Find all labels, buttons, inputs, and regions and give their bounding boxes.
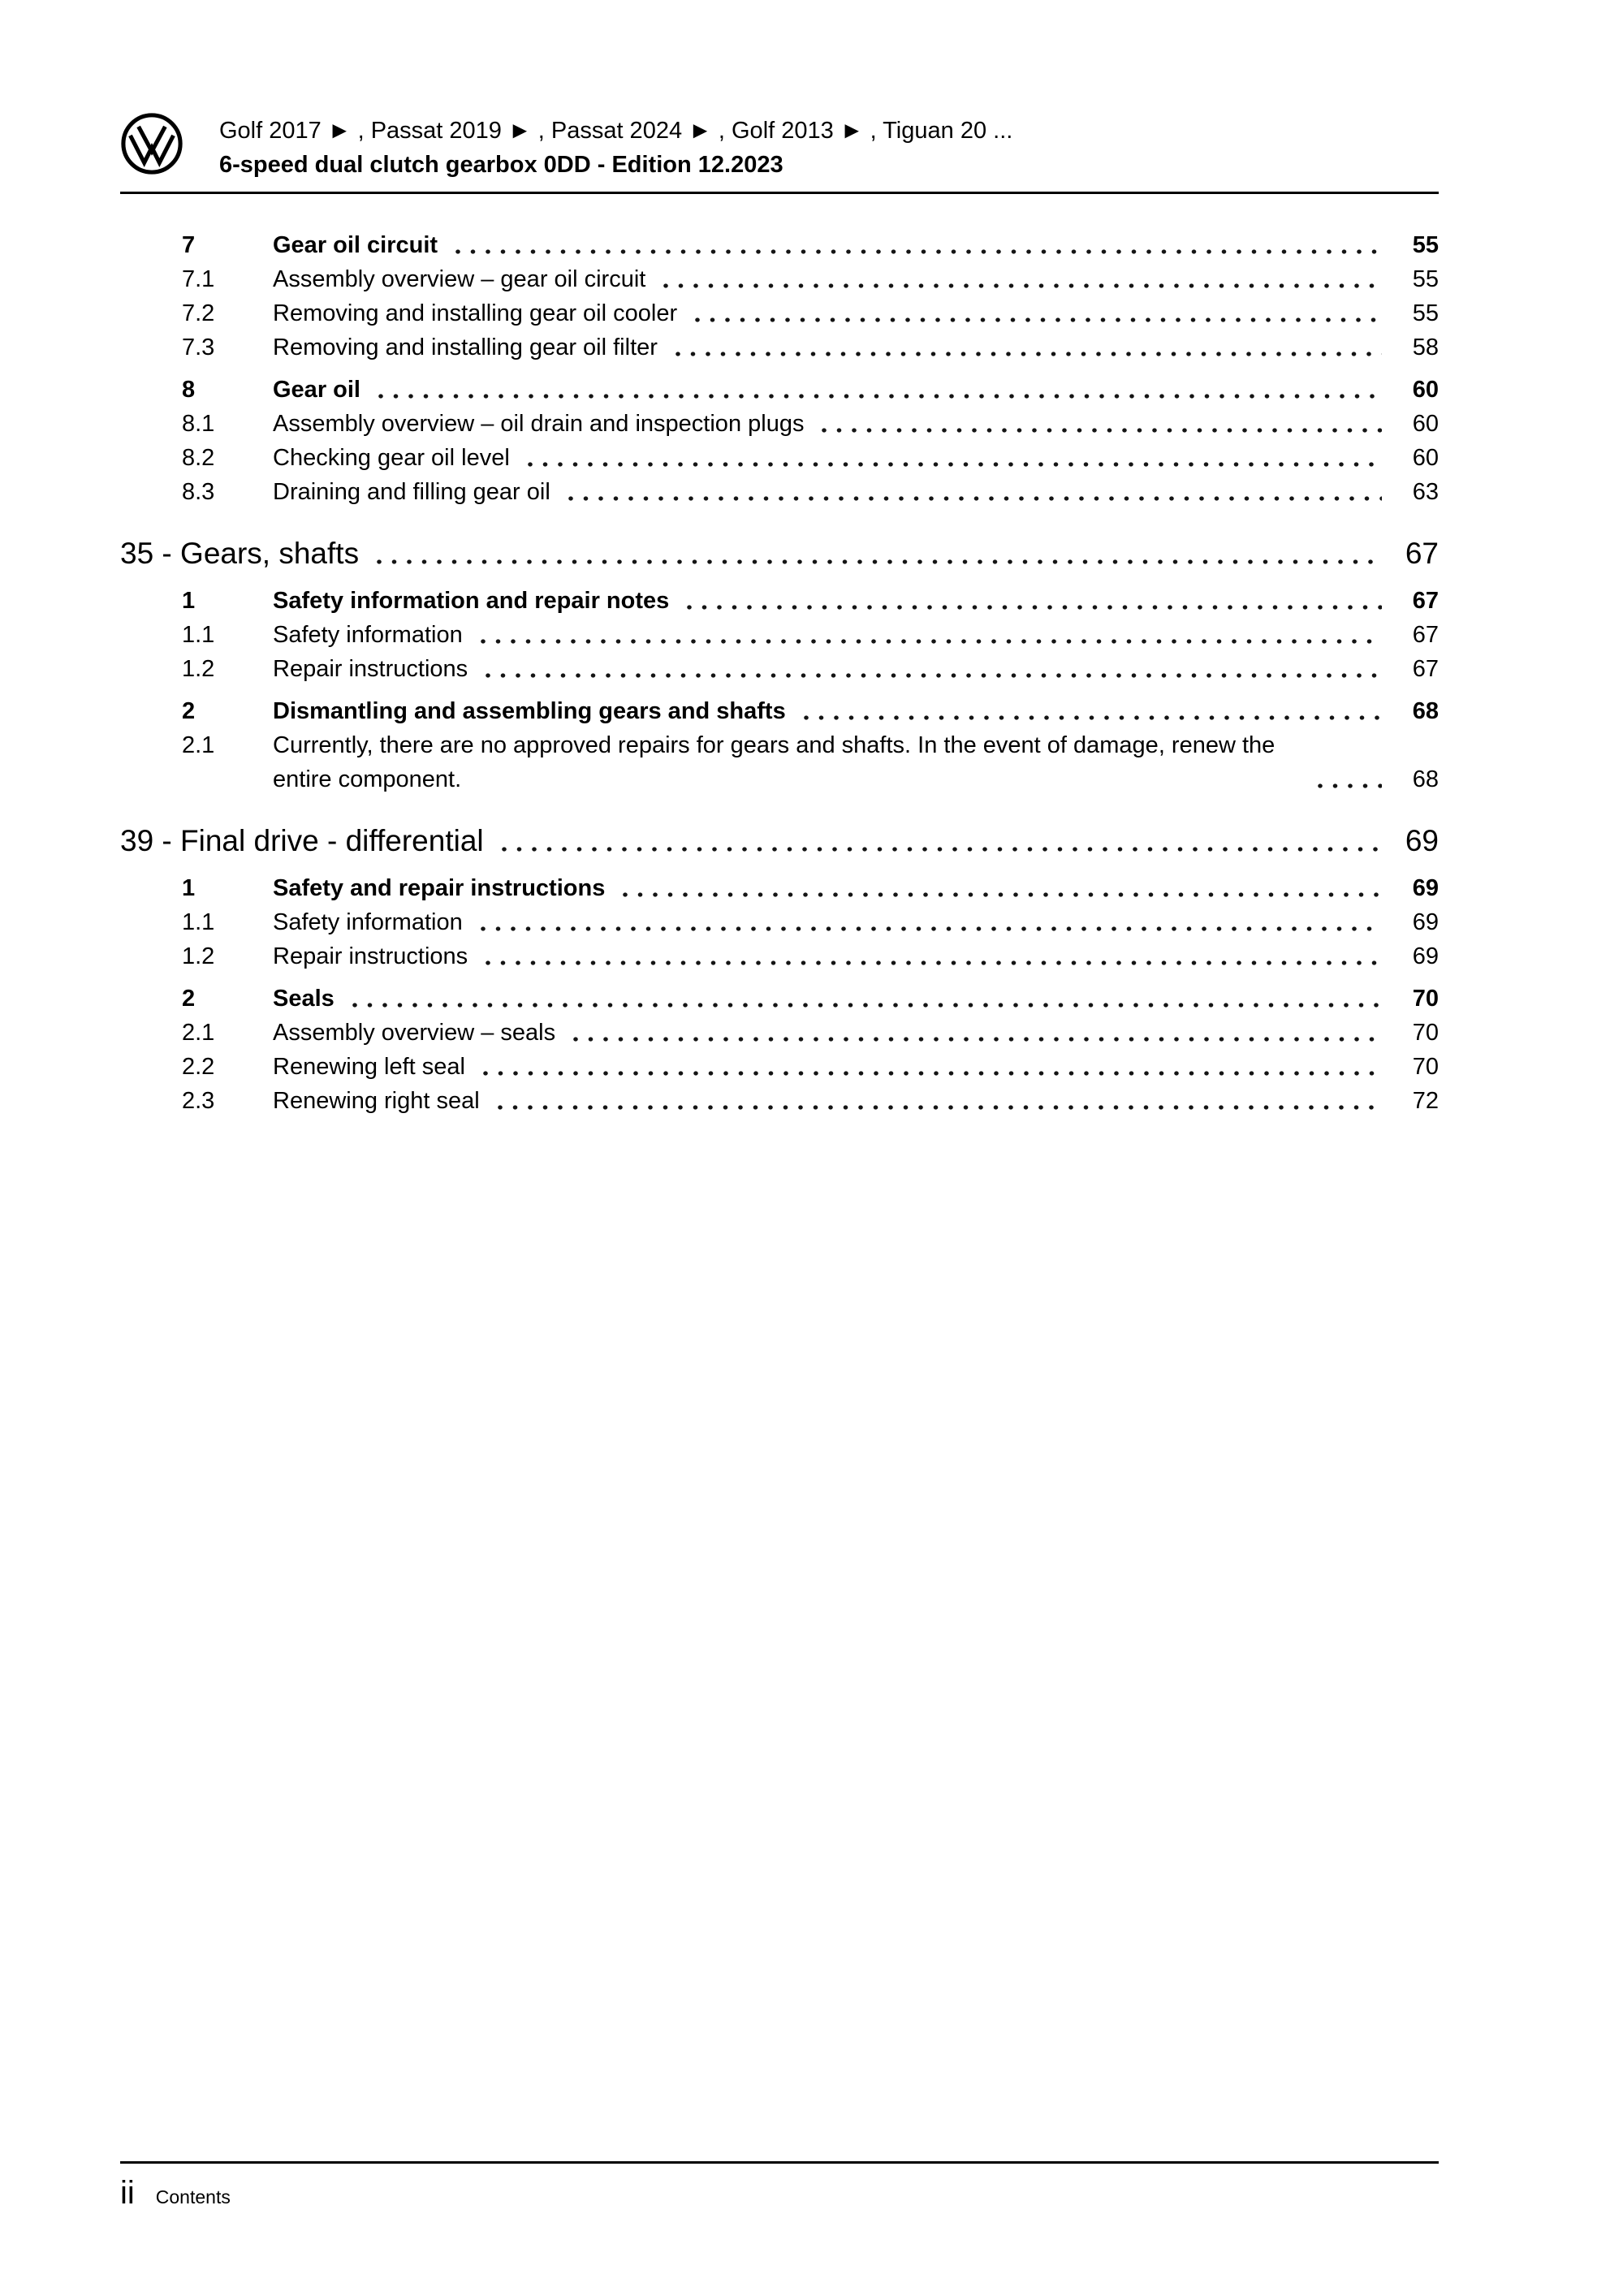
dot-leader xyxy=(1313,779,1382,796)
toc-entry-number: 1.1 xyxy=(182,909,215,935)
toc-entry-title: Draining and filling gear oil xyxy=(273,479,550,505)
vw-logo-icon xyxy=(120,112,183,175)
toc-entry-page: 67 xyxy=(1412,622,1439,648)
dot-leader xyxy=(481,956,1382,973)
toc-entry-page: 60 xyxy=(1412,411,1439,437)
dot-leader xyxy=(671,347,1382,365)
toc-entry-page: 60 xyxy=(1412,377,1439,403)
dot-leader xyxy=(451,244,1382,262)
dot-leader xyxy=(497,844,1382,862)
footer-page-number: ii xyxy=(120,2175,135,2211)
dot-leader xyxy=(476,634,1382,652)
toc-entry[interactable] xyxy=(120,982,1439,1016)
toc-entry[interactable] xyxy=(120,1050,1439,1084)
toc-entry-page: 67 xyxy=(1412,656,1439,682)
toc-entry[interactable] xyxy=(120,1016,1439,1050)
dot-leader xyxy=(682,600,1382,618)
toc-entry-title: Currently, there are no approved repairs for gears and shafts. In the event of damage, renew the entire component. xyxy=(273,732,1276,792)
toc-entry[interactable] xyxy=(120,373,1439,407)
dot-leader xyxy=(523,457,1382,475)
toc-entry-title: Repair instructions xyxy=(273,656,468,682)
dot-leader xyxy=(658,278,1382,296)
page-header xyxy=(0,0,1623,194)
dot-leader xyxy=(373,389,1382,407)
toc-entry[interactable] xyxy=(120,228,1439,262)
toc-entry[interactable] xyxy=(120,939,1439,973)
toc-entry-number: 2.3 xyxy=(182,1088,215,1114)
toc-entry[interactable] xyxy=(120,618,1439,652)
toc-entry-title: Assembly overview – seals xyxy=(273,1020,556,1046)
toc-entry-title: Gear oil circuit xyxy=(273,232,438,258)
toc-entry-page: 69 xyxy=(1412,875,1439,901)
toc-entry-page: 55 xyxy=(1412,232,1439,258)
toc-entry-page: 69 xyxy=(1405,824,1439,857)
dot-leader xyxy=(476,921,1382,939)
toc-entry-number: 1.2 xyxy=(182,943,215,969)
toc-entry[interactable] xyxy=(120,652,1439,686)
header-edition-line: 6-speed dual clutch gearbox 0DD - Edition 12.2023 xyxy=(219,152,783,178)
toc-entry-page: 63 xyxy=(1412,479,1439,505)
toc-entry-title: Renewing left seal xyxy=(273,1054,465,1080)
toc-entry-number: 1 xyxy=(182,588,196,614)
toc-entry-page: 68 xyxy=(1412,766,1439,792)
toc-entry-number: 1.2 xyxy=(182,656,215,682)
page-footer xyxy=(120,2161,1439,2209)
toc-entry-page: 69 xyxy=(1412,943,1439,969)
toc-entry-number: 7 xyxy=(182,232,196,258)
toc-entry-title: Repair instructions xyxy=(273,943,468,969)
toc-entry-title: Removing and installing gear oil filter xyxy=(273,334,658,360)
toc-entry[interactable] xyxy=(120,296,1439,330)
dot-leader xyxy=(568,1032,1382,1050)
toc-entry-number: 8.2 xyxy=(182,445,215,471)
toc-entry-page: 72 xyxy=(1412,1088,1439,1114)
toc-entry[interactable] xyxy=(120,905,1439,939)
toc-entry[interactable] xyxy=(120,330,1439,365)
dot-leader xyxy=(372,557,1382,575)
toc-entry[interactable] xyxy=(120,694,1439,728)
dot-leader xyxy=(478,1066,1382,1084)
toc-entry-page: 55 xyxy=(1412,266,1439,292)
header-text xyxy=(219,112,1012,182)
dot-leader xyxy=(817,423,1382,441)
toc-entry-number: 7.1 xyxy=(182,266,215,292)
toc-entry[interactable] xyxy=(120,441,1439,475)
toc-entry-title: Assembly overview – gear oil circuit xyxy=(273,266,646,292)
toc-entry-page: 68 xyxy=(1412,698,1439,724)
header-models-line: Golf 2017 ► , Passat 2019 ► , Passat 2024 ► , Golf 2013 ► , Tiguan 20 ... xyxy=(219,118,1013,144)
toc-entry[interactable] xyxy=(120,728,1439,796)
footer-contents-label: Contents xyxy=(155,2186,231,2208)
dot-leader xyxy=(493,1100,1382,1118)
toc-entry-page: 69 xyxy=(1412,909,1439,935)
toc-entry-number: 8.1 xyxy=(182,411,215,437)
dot-leader xyxy=(618,887,1382,905)
toc-entry-number: 8 xyxy=(182,377,196,403)
toc-entry-title: Safety and repair instructions xyxy=(273,875,606,901)
toc-entry-title: Renewing right seal xyxy=(273,1088,480,1114)
toc-entry-number: 1 xyxy=(182,875,196,901)
toc-entry[interactable] xyxy=(120,1084,1439,1118)
toc-entry-number: 1.1 xyxy=(182,622,215,648)
toc-entry-title: 39 - Final drive - differential xyxy=(120,824,484,857)
toc-entry-page: 67 xyxy=(1405,537,1439,570)
toc-entry-number: 7.3 xyxy=(182,334,215,360)
toc-entry[interactable] xyxy=(120,475,1439,509)
dot-leader xyxy=(481,668,1382,686)
toc-entry-number: 2 xyxy=(182,986,196,1012)
toc-entry[interactable] xyxy=(120,407,1439,441)
toc-entry[interactable] xyxy=(120,262,1439,296)
toc-entry-title: Assembly overview – oil drain and inspection plugs xyxy=(273,411,805,437)
toc-entry-page: 70 xyxy=(1412,1054,1439,1080)
toc-entry-title: Seals xyxy=(273,986,335,1012)
toc-entry-number: 2.1 xyxy=(182,732,215,758)
toc-entry-title: Safety information and repair notes xyxy=(273,588,670,614)
toc-entry-number: 8.3 xyxy=(182,479,215,505)
toc-entry[interactable] xyxy=(120,532,1439,576)
toc-entry-page: 70 xyxy=(1412,986,1439,1012)
dot-leader xyxy=(690,313,1382,330)
dot-leader xyxy=(563,491,1382,509)
toc-entry-title: Removing and installing gear oil cooler xyxy=(273,300,678,326)
toc-entry-page: 58 xyxy=(1412,334,1439,360)
toc-entry-number: 2 xyxy=(182,698,196,724)
toc-entry[interactable] xyxy=(120,871,1439,905)
toc-entry-number: 2.1 xyxy=(182,1020,215,1046)
toc-entry-title: Safety information xyxy=(273,909,463,935)
dot-leader xyxy=(347,998,1382,1016)
toc-entry-page: 67 xyxy=(1412,588,1439,614)
toc-entry-title: 35 - Gears, shafts xyxy=(120,537,360,570)
toc-entry[interactable] xyxy=(120,819,1439,863)
toc-entry[interactable] xyxy=(120,584,1439,618)
toc-entry-title: Checking gear oil level xyxy=(273,445,510,471)
toc-entry-page: 55 xyxy=(1412,300,1439,326)
toc-entry-title: Gear oil xyxy=(273,377,360,403)
toc-entry-page: 70 xyxy=(1412,1020,1439,1046)
toc-entry-page: 60 xyxy=(1412,445,1439,471)
table-of-contents xyxy=(0,194,1623,1118)
toc-entry-title: Safety information xyxy=(273,622,463,648)
toc-entry-title: Dismantling and assembling gears and shafts xyxy=(273,698,786,724)
dot-leader xyxy=(799,710,1382,728)
toc-entry-number: 2.2 xyxy=(182,1054,215,1080)
toc-entry-number: 7.2 xyxy=(182,300,215,326)
